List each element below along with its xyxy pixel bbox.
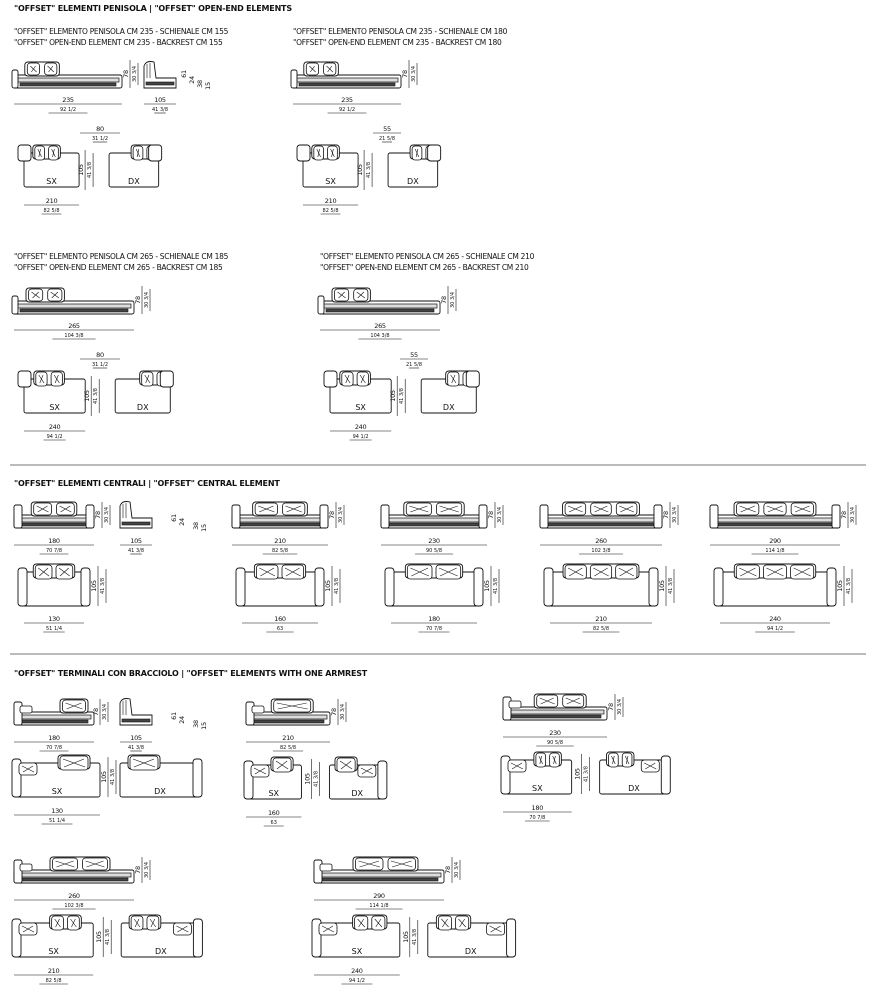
sofa-seat-edge xyxy=(323,304,437,308)
armrest-icon xyxy=(86,505,94,528)
dimension-cm: 180 xyxy=(48,537,60,545)
sofa-plinth xyxy=(20,878,128,881)
sofa-seat-edge xyxy=(543,518,659,522)
dimension-cm: 15 xyxy=(200,524,208,532)
armrest-icon xyxy=(314,860,322,883)
armrest-icon xyxy=(14,702,22,725)
armrest-icon xyxy=(654,505,662,528)
dimension-cm: 78 xyxy=(662,511,670,519)
sofa-plinth xyxy=(299,83,395,86)
armrest-icon xyxy=(474,568,483,606)
dimension-cm: 105 xyxy=(95,931,104,943)
dimension-cm: 180 xyxy=(428,615,440,623)
open-end-drawings xyxy=(12,60,479,440)
side-label: DX xyxy=(154,947,167,956)
dimension-inches: 70 7/8 xyxy=(46,745,62,751)
dimension-cm: 24 xyxy=(178,518,186,526)
dimension-cm: 105 xyxy=(573,768,582,780)
dimension-cm: 260 xyxy=(595,537,607,545)
dimension-inches: 31 1/2 xyxy=(92,136,108,142)
dimension-cm: 210 xyxy=(282,734,294,742)
armrest-icon xyxy=(479,505,487,528)
section-title-central: "OFFSET" ELEMENTI CENTRALI | "OFFSET" CENTRAL ELEMENT xyxy=(14,479,280,488)
dimension-cm: 15 xyxy=(204,82,212,90)
armrest-icon xyxy=(315,568,324,606)
dimension-cm: 105 xyxy=(324,580,332,592)
dimension-inches: 30 3/4 xyxy=(102,704,108,720)
dimension-cm: 55 xyxy=(383,125,391,133)
armrest-icon xyxy=(246,702,254,725)
dimension-cm: 78 xyxy=(134,296,142,304)
dimension-inches: 30 3/4 xyxy=(450,292,456,308)
dimension-cm: 78 xyxy=(328,511,336,519)
armrest-icon xyxy=(14,505,22,528)
armrest-icon xyxy=(649,568,658,606)
small-cushion-icon xyxy=(20,864,32,871)
armrest-icon xyxy=(381,505,389,528)
dimension-inches: 41 3/8 xyxy=(668,578,674,594)
section-title-armrest: "OFFSET" TERMINALI CON BRACCIOLO | "OFFSET" ELEMENTS WITH ONE ARMREST xyxy=(14,669,368,678)
dimension-inches: 21 5/8 xyxy=(379,136,395,142)
dimension-cm: 240 xyxy=(354,423,367,431)
armrest-icon xyxy=(661,756,670,794)
sofa-seat-edge xyxy=(713,518,837,522)
dimension-inches: 41 3/8 xyxy=(87,162,94,178)
dimension-cm: 38 xyxy=(196,80,204,88)
dimension-cm: 24 xyxy=(178,716,186,724)
side-label: SX xyxy=(49,403,60,412)
dimension-cm: 24 xyxy=(188,76,196,84)
armrest-icon xyxy=(14,860,22,883)
dimension-cm: 105 xyxy=(77,164,86,176)
armrest-icon xyxy=(503,697,511,720)
sofa-seat-edge xyxy=(296,78,398,82)
dimension-cm: 78 xyxy=(487,511,495,519)
dimension-cm: 265 xyxy=(374,322,386,330)
dimension-inches: 41 3/8 xyxy=(128,548,144,554)
open-end-arm-icon xyxy=(297,145,310,161)
dimension-inches: 90 5/8 xyxy=(547,740,563,746)
dimension-cm: 105 xyxy=(130,537,142,545)
dimension-cm: 230 xyxy=(428,537,440,545)
group-3-title-it: "OFFSET" ELEMENTO PENISOLA CM 265 - SCHIENALE CM 185 xyxy=(14,252,229,261)
dimension-inches: 94 1/2 xyxy=(352,434,369,440)
open-end-arm-icon xyxy=(291,70,297,88)
dimension-inches: 70 7/8 xyxy=(426,626,442,632)
sofa-plinth xyxy=(326,309,434,312)
dimension-inches: 41 3/8 xyxy=(366,162,373,178)
dimension-cm: 210 xyxy=(595,615,607,623)
dimension-inches: 90 5/8 xyxy=(426,548,442,554)
dimension-inches: 30 3/4 xyxy=(340,704,346,720)
dimension-cm: 290 xyxy=(373,892,385,900)
dimension-cm: 105 xyxy=(401,931,410,943)
dimension-inches: 92 1/2 xyxy=(60,107,76,113)
dimension-cm: 15 xyxy=(200,722,208,730)
dimension-inches: 41 3/8 xyxy=(110,769,116,785)
dimension-inches: 82 5/8 xyxy=(45,978,62,984)
sofa-plinth xyxy=(20,309,128,312)
dimension-cm: 105 xyxy=(836,580,844,592)
armrest-icon xyxy=(193,919,202,957)
dimension-inches: 41 3/8 xyxy=(493,578,499,594)
side-label: DX xyxy=(442,403,455,412)
group-2-title-en: "OFFSET" OPEN-END ELEMENT CM 235 - BACKREST CM 180 xyxy=(293,38,502,47)
dimension-cm: 80 xyxy=(96,125,104,133)
dimension-cm: 160 xyxy=(274,615,286,623)
dimension-inches: 30 3/4 xyxy=(497,507,503,523)
sofa-plinth xyxy=(320,878,438,881)
dimension-inches: 114 1/8 xyxy=(369,903,389,909)
dimension-inches: 92 1/2 xyxy=(339,107,355,113)
dimension-cm: 78 xyxy=(330,708,338,716)
side-label: DX xyxy=(351,789,363,798)
dimension-cm: 78 xyxy=(440,296,448,304)
sofa-seat-edge xyxy=(249,715,327,719)
dimension-cm: 130 xyxy=(51,807,63,815)
side-label: SX xyxy=(325,177,336,186)
dimension-cm: 78 xyxy=(94,511,102,519)
dimension-cm: 210 xyxy=(324,197,337,205)
sofa-plinth xyxy=(20,83,116,86)
sofa-seat-edge xyxy=(17,715,91,719)
section-title-open-end: "OFFSET" ELEMENTI PENISOLA | "OFFSET" OPEN-END ELEMENTS xyxy=(14,4,292,13)
armrest-icon xyxy=(507,919,516,957)
dimension-cm: 180 xyxy=(531,804,544,812)
sofa-plinth xyxy=(122,719,150,722)
dimension-inches: 41 3/8 xyxy=(846,578,852,594)
side-label: DX xyxy=(464,947,477,956)
dimension-inches: 41 3/8 xyxy=(411,929,418,945)
open-end-arm-icon xyxy=(18,371,31,387)
group-2-title-it: "OFFSET" ELEMENTO PENISOLA CM 235 - SCHIENALE CM 180 xyxy=(293,27,508,36)
armrest-icon xyxy=(193,759,202,797)
dimension-inches: 30 3/4 xyxy=(144,292,150,308)
side-label: SX xyxy=(532,784,543,793)
dimension-cm: 235 xyxy=(341,96,353,104)
armrest-icon xyxy=(236,568,245,606)
sofa-seat-edge xyxy=(17,873,131,877)
sofa-plinth xyxy=(146,82,174,85)
dimension-inches: 30 3/4 xyxy=(132,66,138,82)
sofa-seat-edge xyxy=(235,518,325,522)
group-4-title-en: "OFFSET" OPEN-END ELEMENT CM 265 - BACKREST CM 210 xyxy=(320,263,529,272)
armrest-icon xyxy=(232,505,240,528)
armrest-icon xyxy=(378,761,387,799)
open-end-arm-icon xyxy=(160,371,173,387)
open-end-arm-icon xyxy=(12,296,18,314)
dimension-inches: 31 1/2 xyxy=(92,362,108,368)
sofa-plinth xyxy=(716,523,834,526)
side-label: SX xyxy=(355,403,366,412)
dimension-inches: 63 xyxy=(270,820,277,826)
dimension-cm: 105 xyxy=(658,580,666,592)
dimension-inches: 30 3/4 xyxy=(617,699,623,715)
dimension-cm: 240 xyxy=(48,423,61,431)
dimension-inches: 30 3/4 xyxy=(454,862,460,878)
dimension-inches: 94 1/2 xyxy=(46,434,63,440)
dimension-inches: 41 3/8 xyxy=(313,771,320,787)
dimension-inches: 114 1/8 xyxy=(765,548,785,554)
armrest-element-drawings xyxy=(12,694,670,984)
dimension-inches: 104 3/8 xyxy=(64,333,84,339)
dimension-cm: 105 xyxy=(130,734,142,742)
dimension-cm: 105 xyxy=(83,390,92,402)
dimension-inches: 41 3/8 xyxy=(93,388,100,404)
dimension-inches: 30 3/4 xyxy=(144,862,150,878)
sofa-plinth xyxy=(20,523,88,526)
dimension-cm: 230 xyxy=(549,729,561,737)
dimension-cm: 210 xyxy=(45,197,58,205)
dimension-inches: 94 1/2 xyxy=(767,626,783,632)
dimension-inches: 30 3/4 xyxy=(672,507,678,523)
sofa-seat-edge xyxy=(17,304,131,308)
dimension-cm: 105 xyxy=(154,96,166,104)
side-label: DX xyxy=(628,784,640,793)
dimension-cm: 105 xyxy=(100,771,108,783)
group-3-title-en: "OFFSET" OPEN-END ELEMENT CM 265 - BACKREST CM 185 xyxy=(14,263,223,272)
side-label: SX xyxy=(46,177,57,186)
dimension-inches: 63 xyxy=(276,626,284,632)
open-end-arm-icon xyxy=(12,70,18,88)
dimension-cm: 290 xyxy=(769,537,781,545)
sofa-plinth xyxy=(20,720,88,723)
side-label: DX xyxy=(128,177,140,186)
dimension-cm: 78 xyxy=(134,866,142,874)
dimension-cm: 105 xyxy=(90,580,98,592)
armrest-icon xyxy=(81,568,90,606)
dimension-inches: 94 1/2 xyxy=(348,978,365,984)
dimension-cm: 240 xyxy=(769,615,781,623)
side-label: SX xyxy=(48,947,59,956)
group-1-title-en: "OFFSET" OPEN-END ELEMENT CM 235 - BACKREST CM 155 xyxy=(14,38,223,47)
dimension-inches: 41 3/8 xyxy=(100,578,106,594)
dimension-cm: 105 xyxy=(303,773,312,785)
dimension-inches: 41 3/8 xyxy=(334,578,340,594)
sofa-seat-edge xyxy=(506,710,604,714)
sofa-plinth xyxy=(252,720,324,723)
dimension-cm: 61 xyxy=(180,70,188,78)
side-label: DX xyxy=(154,787,166,796)
dimension-inches: 41 3/8 xyxy=(105,929,112,945)
dimension-inches: 30 3/4 xyxy=(850,507,856,523)
armrest-icon xyxy=(714,568,723,606)
armrest-icon xyxy=(832,505,840,528)
open-end-arm-icon xyxy=(428,145,441,161)
armrest-icon xyxy=(320,505,328,528)
dimension-inches: 82 5/8 xyxy=(322,208,339,214)
dimension-cm: 260 xyxy=(68,892,80,900)
dimension-inches: 30 3/4 xyxy=(411,66,417,82)
central-element-drawings xyxy=(14,502,856,633)
side-label: SX xyxy=(268,789,280,798)
open-end-arm-icon xyxy=(149,145,162,161)
armrest-icon xyxy=(18,568,27,606)
dimension-cm: 105 xyxy=(389,390,398,402)
dimension-cm: 235 xyxy=(62,96,74,104)
dimension-cm: 210 xyxy=(47,967,60,975)
dimension-cm: 78 xyxy=(122,70,130,78)
dimension-cm: 78 xyxy=(92,708,100,716)
open-end-arm-icon xyxy=(466,371,479,387)
sofa-seat-edge xyxy=(384,518,484,522)
armrest-icon xyxy=(540,505,548,528)
dimension-cm: 55 xyxy=(410,351,418,359)
dimension-cm: 78 xyxy=(840,511,848,519)
dimension-inches: 102 3/8 xyxy=(64,903,84,909)
dimension-inches: 70 7/8 xyxy=(529,815,546,821)
dimension-cm: 78 xyxy=(607,703,615,711)
side-label: SX xyxy=(51,787,63,796)
armrest-icon xyxy=(710,505,718,528)
dimension-cm: 105 xyxy=(356,164,365,176)
side-label: SX xyxy=(351,947,363,956)
dimension-cm: 38 xyxy=(192,720,200,728)
sofa-seat-edge xyxy=(17,78,119,82)
open-end-arm-icon xyxy=(324,371,337,387)
group-4-title-it: "OFFSET" ELEMENTO PENISOLA CM 265 - SCHIENALE CM 210 xyxy=(320,252,535,261)
dimension-inches: 104 3/8 xyxy=(370,333,390,339)
dimension-cm: 130 xyxy=(48,615,60,623)
dimension-inches: 82 5/8 xyxy=(272,548,288,554)
dimension-cm: 210 xyxy=(274,537,286,545)
dimension-inches: 41 3/8 xyxy=(152,107,168,113)
dimension-inches: 41 3/8 xyxy=(399,388,406,404)
open-end-arm-icon xyxy=(18,145,31,161)
dimension-inches: 82 5/8 xyxy=(43,208,60,214)
dimension-inches: 30 3/4 xyxy=(338,507,344,523)
group-1-title-it: "OFFSET" ELEMENTO PENISOLA CM 235 - SCHIENALE CM 155 xyxy=(14,27,229,36)
armrest-icon xyxy=(827,568,836,606)
sofa-plinth xyxy=(509,715,601,718)
small-cushion-icon xyxy=(20,706,32,713)
dimension-cm: 80 xyxy=(96,351,104,359)
dimension-inches: 21 5/8 xyxy=(406,362,422,368)
open-end-arm-icon xyxy=(318,296,324,314)
small-cushion-icon xyxy=(509,701,521,708)
dimension-cm: 240 xyxy=(351,967,363,975)
small-cushion-icon xyxy=(252,706,264,713)
dimension-inches: 102 3/8 xyxy=(591,548,611,554)
armrest-icon xyxy=(385,568,394,606)
dimension-inches: 51 1/4 xyxy=(46,626,62,632)
dimension-cm: 265 xyxy=(68,322,80,330)
dimension-inches: 41 3/8 xyxy=(583,766,590,782)
dimension-inches: 41 3/8 xyxy=(128,745,144,751)
sofa-plinth xyxy=(238,523,322,526)
sofa-plinth xyxy=(122,522,150,525)
dimension-cm: 180 xyxy=(48,734,60,742)
side-label: DX xyxy=(407,177,419,186)
dimension-cm: 38 xyxy=(192,522,200,530)
dimension-cm: 160 xyxy=(267,809,280,817)
sofa-seat-edge xyxy=(17,518,91,522)
sofa-seat-edge xyxy=(317,873,441,877)
dimension-inches: 82 5/8 xyxy=(280,745,296,751)
sofa-plinth xyxy=(546,523,656,526)
dimension-cm: 78 xyxy=(444,866,452,874)
armrest-icon xyxy=(544,568,553,606)
side-label: DX xyxy=(136,403,149,412)
dimension-cm: 61 xyxy=(170,712,178,720)
dimension-inches: 70 7/8 xyxy=(46,548,62,554)
dimension-inches: 30 3/4 xyxy=(104,507,110,523)
dimension-inches: 82 5/8 xyxy=(593,626,609,632)
sofa-plinth xyxy=(387,523,481,526)
small-cushion-icon xyxy=(320,864,332,871)
dimension-cm: 78 xyxy=(401,70,409,78)
dimension-inches: 51 1/4 xyxy=(49,818,65,824)
dimension-cm: 61 xyxy=(170,514,178,522)
dimension-cm: 105 xyxy=(483,580,491,592)
